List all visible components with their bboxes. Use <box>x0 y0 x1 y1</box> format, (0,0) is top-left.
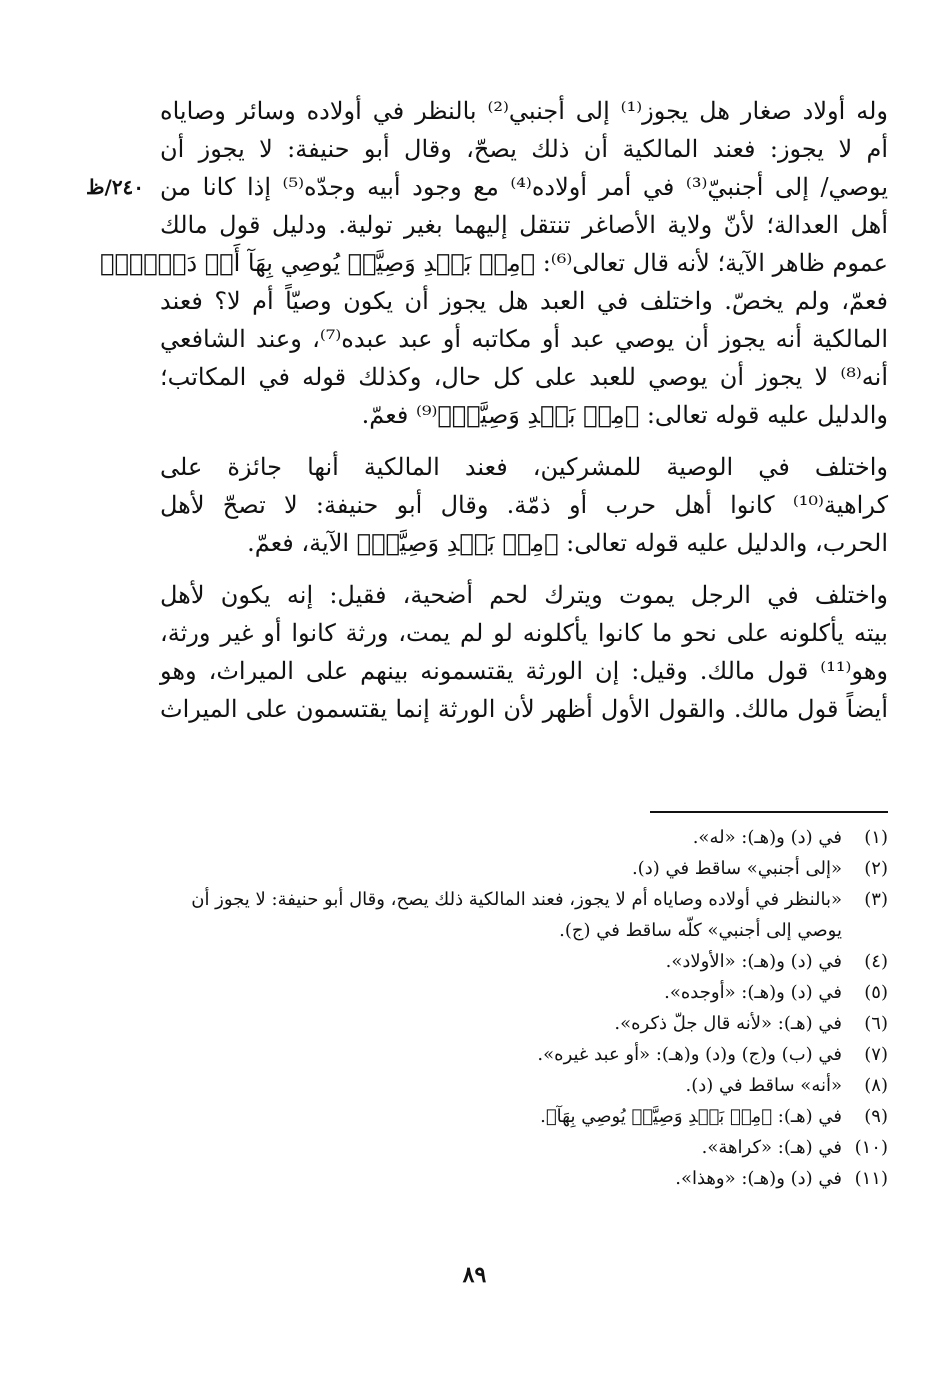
footnote <box>160 884 888 946</box>
footnote <box>160 822 888 853</box>
footnote <box>160 1039 888 1070</box>
footnote-text: في (د) و(هـ): «أوجده». <box>664 982 842 1003</box>
text-line: أم لا يجوز: فعند المالكية أن ذلك يصحّ، وقال أبو حنيفة: لا يجوز أن <box>160 135 889 163</box>
footnote-text: «إلى أجنبي» ساقط في (د). <box>631 858 842 879</box>
text-line: المالكية أنه يجوز أن يوصي عبد أو مكاتبه أو عبد عبده⁽⁷⁾، وعند الشافعي <box>160 325 889 353</box>
footnote <box>160 977 888 1008</box>
footnote <box>160 1008 888 1039</box>
footnote-text: «بالنظر في أولاده وصاياه أم لا يجوز، فعند المالكية ذلك يصح، وقال أبو حنيفة: لا يجوز أن يوصي إلى أجنبي» كلّه ساقط في (ج). <box>191 889 842 941</box>
footnote-number: (٣) <box>864 889 888 910</box>
text-line: أيضاً قول مالك. والقول الأول أظهر لأن الورثة إنما يقتسمون على الميراث <box>160 695 888 723</box>
footnote-text: «أنه» ساقط في (د). <box>685 1075 842 1096</box>
footnote-text: في (ب) و(ج) و(د) و(هـ): «أو عبد غيره». <box>537 1044 842 1065</box>
footnote-text: في (د) و(هـ): «له». <box>692 827 842 848</box>
footnote-text: في (د) و(هـ): «وهذا». <box>675 1168 842 1189</box>
text-line: بيته يأكلونه على نحو ما كانوا يأكلونه لو لم يمت، ورثة كانوا أو غير ورثة، <box>160 619 888 647</box>
footnote <box>160 853 888 884</box>
footnote-text: في (هـ): «لأنه قال جلّ ذكره». <box>614 1013 842 1034</box>
page-number: ٨٩ <box>462 1262 487 1288</box>
margin-folio-note: ٢٤٠/ظ <box>86 175 145 199</box>
text-line: الحرب، والدليل عليه قوله تعالى: ﴿مِنۢ بَعۡدِ وَصِيَّةٖ﴾ الآية، فعمّ. <box>247 529 888 557</box>
footnote-number: (١١) <box>854 1168 888 1189</box>
footnote-text: في (هـ): ﴿مِنۢ بَعۡدِ وَصِيَّةٖ يُوصِي بِهَآ﴾. <box>540 1106 842 1127</box>
text-line: واختلف في الرجل يموت ويترك لحم أضحية، فقيل: إنه يكون لأهل <box>160 581 888 609</box>
footnote <box>160 946 888 977</box>
footnote-number: (١) <box>864 827 888 848</box>
footnote-number: (٥) <box>864 982 888 1003</box>
footnote <box>160 1163 888 1194</box>
text-line: عموم ظاهر الآية؛ لأنه قال تعالى⁽⁶⁾: ﴿مِنۢ بَعۡدِ وَصِيَّةٖ يُوصِي بِهَآ أَوۡ دَيۡنٍۗ﴾ <box>100 249 888 277</box>
footnote-number: (٤) <box>864 951 888 972</box>
footnote <box>160 1101 888 1132</box>
text-line: كراهية⁽¹⁰⁾ كانوا أهل حرب أو ذمّة. وقال أبو حنيفة: لا تصحّ لأهل <box>160 491 888 519</box>
footnote <box>160 1070 888 1101</box>
footnote-number: (٨) <box>864 1075 888 1096</box>
text-line: واختلف في الوصية للمشركين، فعند المالكية أنها جائزة على <box>160 453 888 481</box>
footnote-number: (٧) <box>864 1044 888 1065</box>
text-line: والدليل عليه قوله تعالى: ﴿مِنۢ بَعۡدِ وَصِيَّةٖ﴾⁽⁹⁾ فعمّ. <box>361 401 888 429</box>
paragraph-3 <box>160 576 888 728</box>
footnote-number: (٢) <box>864 858 888 879</box>
text-line: فعمّ، ولم يخصّ. واختلف في العبد هل يجوز أن يكون وصيّاً أم لا؟ فعند <box>160 287 888 315</box>
footnote-number: (٦) <box>864 1013 888 1034</box>
text-line: وهو⁽¹¹⁾ قول مالك. وقيل: إن الورثة يقتسمونه بينهم على الميراث، وهو <box>160 657 888 685</box>
text-line: وله أولاد صغار هل يجوز⁽¹⁾ إلى أجنبي⁽²⁾ بالنظر في أولاده وسائر وصاياه <box>160 97 888 125</box>
paragraph-2 <box>160 448 888 562</box>
text-line: أهل العدالة؛ لأنّ ولاية الأصاغر تنتقل إليهما بغير تولية. ودليل قول مالك <box>160 211 888 239</box>
footnotes <box>160 822 888 1194</box>
footnote-text: في (د) و(هـ): «الأولاد». <box>665 951 842 972</box>
text-line: أنه⁽⁸⁾ لا يجوز أن يوصي للعبد على كل حال، وكذلك قوله في المكاتب؛ <box>160 363 888 391</box>
footnote-divider <box>650 811 888 813</box>
footnote <box>160 1132 888 1163</box>
footnote-number: (١٠) <box>854 1137 888 1158</box>
footnote-text: في (هـ): «كراهة». <box>701 1137 842 1158</box>
footnote-number: (٩) <box>864 1106 888 1127</box>
text-line: يوصي/ إلى أجنبيّ⁽³⁾ في أمر أولاده⁽⁴⁾ مع وجود أبيه وجدّه⁽⁵⁾ إذا كانا من <box>160 173 889 201</box>
